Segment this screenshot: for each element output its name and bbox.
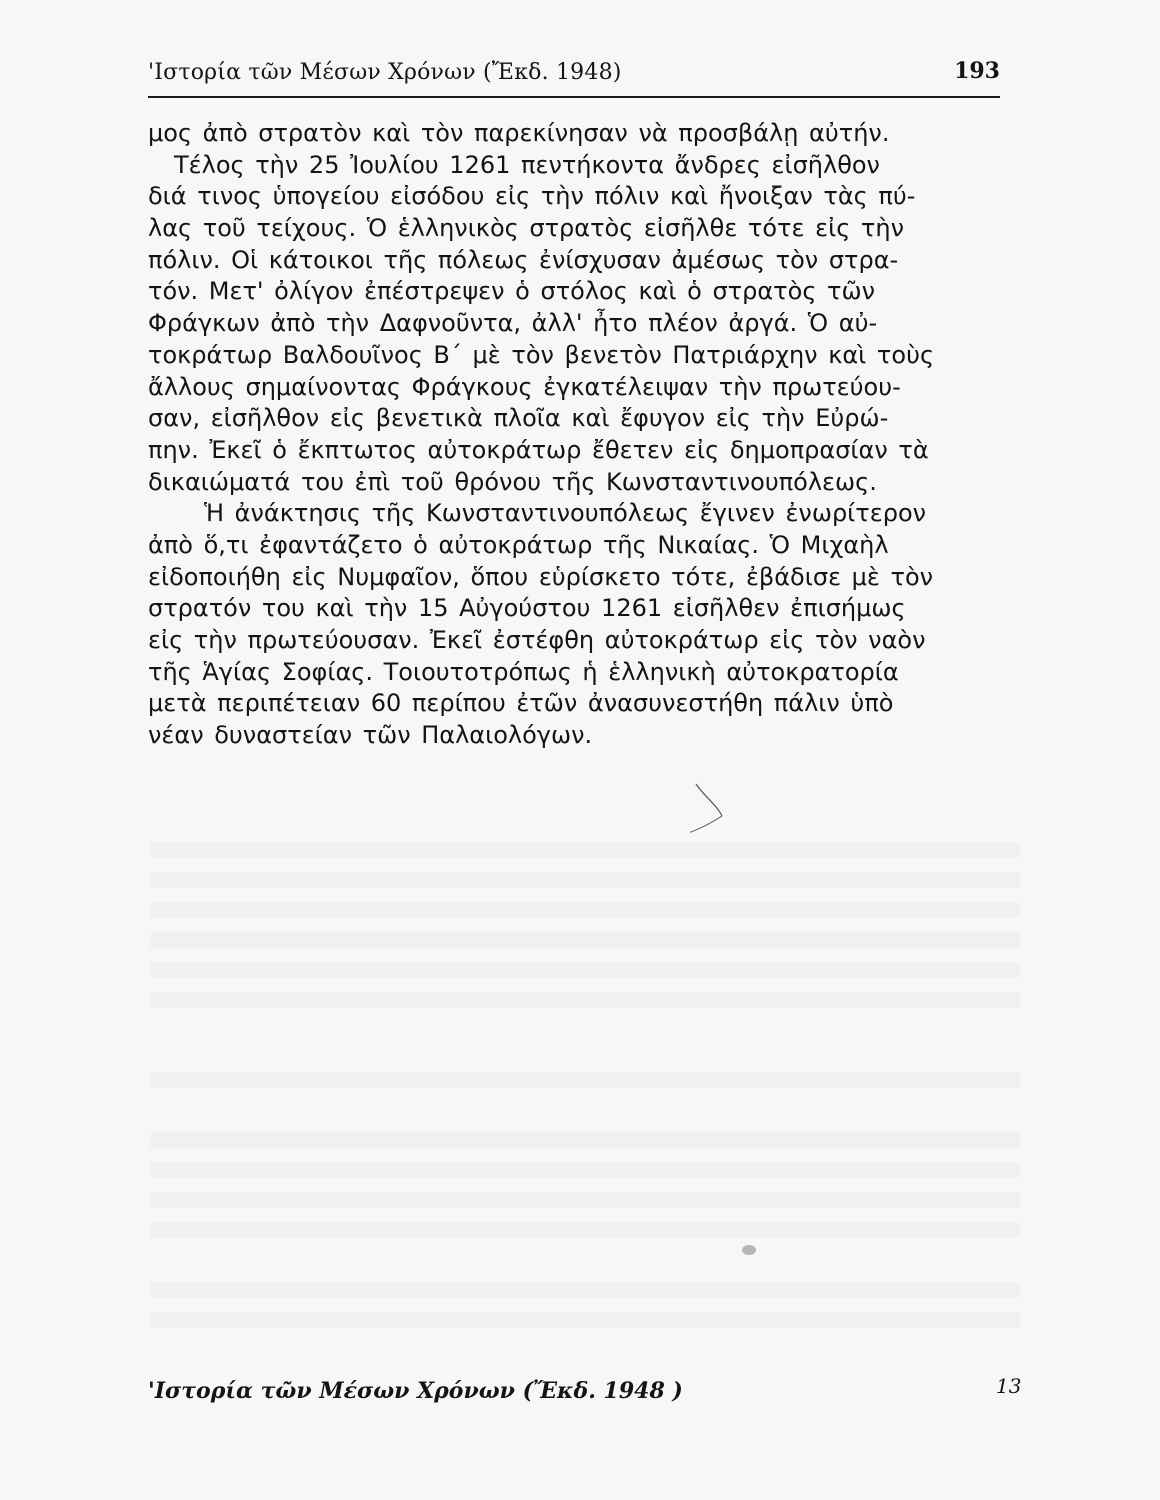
running-header: [148, 58, 1000, 98]
text-line: τόν. Μετ' ὀλίγον ἐπέστρεψεν ὁ στόλος καὶ ὁ στρατὸς τῶν: [148, 277, 875, 306]
text-line: μετὰ περιπέτειαν 60 περίπου ἐτῶν ἀνασυνεστήθη πάλιν ὑπὸ: [148, 689, 894, 718]
bleed-through-shadow: [150, 872, 1020, 888]
text-line: πην. Ἐκεῖ ὁ ἔκπτωτος αὐτοκράτωρ ἔθετεν εἰς δημοπρασίαν τὰ: [148, 435, 929, 464]
bleed-through-shadow: [150, 1192, 1020, 1208]
bleed-through-shadow: [150, 992, 1020, 1008]
running-header-title: 'Ιστορία τῶν Μέσων Χρόνων (Ἔκδ. 1948): [148, 60, 622, 85]
text-line: πόλιν. Οἱ κάτοικοι τῆς πόλεως ἐνίσχυσαν ἀμέσως τὸν στρα-: [148, 245, 899, 274]
text-line: τοκράτωρ Βαλδουῖνος Β΄ μὲ τὸν βενετὸν Πατριάρχην καὶ τοὺς: [148, 340, 935, 369]
text-line: στρατόν του καὶ τὴν 15 Αὐγούστου 1261 εἰσῆλθεν ἐπισήμως: [148, 594, 906, 623]
text-line: Τέλος τὴν 25 Ἰουλίου 1261 πεντήκοντα ἄνδρες εἰσῆλθον: [174, 150, 880, 179]
page-number: 193: [954, 58, 1000, 84]
bleed-through-shadow: [150, 1222, 1020, 1238]
text-line: ἄλλους σημαίνοντας Φράγκους ἐγκατέλειψαν τὴν πρωτεύου-: [148, 372, 901, 401]
bleed-through-shadow: [150, 1132, 1020, 1148]
text-line: μος ἀπὸ στρατὸν καὶ τὸν παρεκίνησαν νὰ προσβάλῃ αὐτήν.: [148, 119, 890, 147]
text-line: ἀπὸ ὅ,τι ἐφαντάζετο ὁ αὐτοκράτωρ τῆς Νικαίας. Ὁ Μιχαὴλ: [148, 530, 889, 559]
bleed-through-shadow: [150, 1162, 1020, 1178]
text-line: λας τοῦ τείχους. Ὁ ἑλληνικὸς στρατὸς εἰσῆλθε τότε εἰς τὴν: [148, 214, 904, 243]
pen-stroke-mark: [690, 780, 750, 840]
text-line: Φράγκων ἀπὸ τὴν Δαφνοῦντα, ἀλλ' ἦτο πλέον ἀργά. Ὁ αὐ-: [148, 309, 878, 338]
footer-title: 'Ιστορία τῶν Μέσων Χρόνων (Ἔκδ. 1948 ): [148, 1378, 683, 1404]
bleed-through-shadow: [150, 842, 1020, 858]
text-line: εἰδοποιήθη εἰς Νυμφαῖον, ὅπου εὑρίσκετο τότε, ἐβάδισε μὲ τὸν: [148, 562, 934, 591]
text-line: Ἡ ἀνάκτησις τῆς Κωνσταντινουπόλεως ἔγινεν ἐνωρίτερον: [204, 499, 927, 528]
bleed-through-shadow: [150, 932, 1020, 948]
text-line: διά τινος ὑπογείου εἰσόδου εἰς τὴν πόλιν καὶ ἤνοιξαν τὰς πύ-: [148, 182, 916, 211]
text-line: εἰς τὴν πρωτεύουσαν. Ἐκεῖ ἐστέφθη αὐτοκράτωρ εἰς τὸν ναὸν: [148, 626, 926, 654]
text-line: τῆς Ἁγίας Σοφίας. Τοιουτοτρόπως ἡ ἑλληνικὴ αὐτοκρατορία: [148, 657, 899, 686]
bleed-through-shadow: [150, 1282, 1020, 1298]
bleed-through-shadow: [150, 1312, 1020, 1328]
text-line: νέαν δυναστείαν τῶν Παλαιολόγων.: [148, 721, 593, 750]
bleed-through-shadow: [150, 1072, 1020, 1088]
footer-signature-number: 13: [996, 1374, 1022, 1398]
bleed-through-shadow: [150, 902, 1020, 918]
text-line: δικαιώματά του ἐπὶ τοῦ θρόνου τῆς Κωνσταντινουπόλεως.: [148, 467, 877, 496]
bleed-through-shadow: [150, 962, 1020, 978]
text-line: σαν, εἰσῆλθον εἰς βενετικὰ πλοῖα καὶ ἔφυγον εἰς τὴν Εὐρώ-: [148, 404, 889, 433]
ink-smudge: [742, 1245, 756, 1255]
body-text: [148, 118, 1018, 752]
